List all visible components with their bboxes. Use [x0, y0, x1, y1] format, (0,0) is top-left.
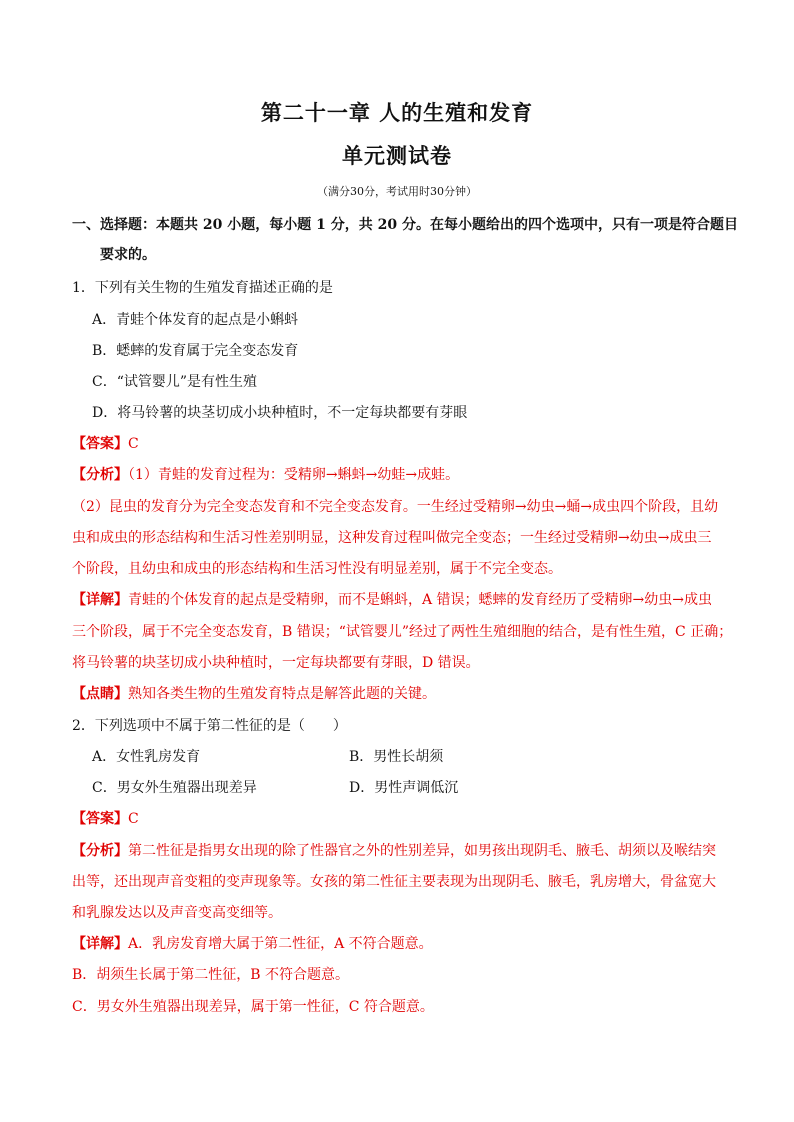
section-heading: 一、选择题：本题共 20 小题，每小题 1 分，共 20 分。在每小题给出的四个选项中，只有一项是符合题目 — [72, 217, 738, 233]
detail-line: 将马铃薯的块茎切成小块种植时，一定每块都要有芽眼，D 错误。 — [72, 655, 480, 671]
question-2-detail — [72, 934, 433, 954]
tip-text: 熟知各类生物的生殖发育特点是解答此题的关键。 — [128, 686, 436, 702]
detail-tag: 【详解】 — [72, 936, 128, 952]
detail-line: 青蛙的个体发育的起点是受精卵，而不是蝌蚪，A 错误；蟋蟀的发育经历了受精卵→幼虫→成虫 — [128, 592, 713, 608]
question-1-detail — [72, 590, 712, 610]
question-2-answer — [72, 809, 139, 829]
detail-tag: 【详解】 — [72, 592, 128, 608]
question-2-stem: 2．下列选项中不属于第二性征的是（ ） — [72, 718, 347, 734]
question-1-option-c: C．“试管婴儿”是有性生殖 — [92, 374, 258, 390]
question-1-tip — [72, 684, 436, 704]
detail-line: C．男女外生殖器出现差异，属于第一性征，C 符合题意。 — [72, 999, 434, 1015]
section-heading-cont: 要求的。 — [100, 247, 156, 263]
page-subtitle: 单元测试卷 — [342, 143, 452, 168]
tip-tag: 【点睛】 — [72, 686, 128, 702]
question-1-option-a: A．青蛙个体发育的起点是小蝌蚪 — [92, 312, 299, 328]
question-1-analysis — [72, 465, 459, 485]
question-1-stem: 1．下列有关生物的生殖发育描述正确的是 — [72, 280, 333, 296]
answer-tag: 【答案】 — [72, 811, 128, 827]
analysis-line: （2）昆虫的发育分为完全变态发育和不完全变态发育。一生经过受精卵→幼虫→蛹→成虫四个阶段，且幼 — [72, 499, 719, 515]
analysis-line: 和乳腺发达以及声音变高变细等。 — [72, 905, 282, 921]
answer-tag: 【答案】 — [72, 436, 128, 452]
analysis-line: 虫和成虫的形态结构和生活习性差别明显，这种发育过程叫做完全变态；一生经过受精卵→幼虫→成虫三 — [72, 530, 712, 546]
page-title: 第二十一章 人的生殖和发育 — [260, 100, 534, 125]
question-1-option-d: D．将马铃薯的块茎切成小块种植时，不一定每块都要有芽眼 — [92, 405, 468, 421]
question-1-answer — [72, 434, 139, 454]
exam-info: （满分30分，考试用时30分钟） — [317, 185, 477, 198]
question-2-option-c: C．男女外生殖器出现差异 — [92, 780, 257, 796]
analysis-line: 个阶段，且幼虫和成虫的形态结构和生活习性没有明显差别，属于不完全变态。 — [72, 561, 562, 577]
question-2-analysis — [72, 841, 716, 861]
question-2-option-b: B．男性长胡须 — [349, 749, 444, 765]
answer-value: C — [128, 811, 139, 827]
answer-value: C — [128, 436, 139, 452]
analysis-tag: 【分析】 — [72, 843, 128, 859]
detail-line: A．乳房发育增大属于第二性征，A 不符合题意。 — [128, 936, 433, 952]
question-2-option-d: D．男性声调低沉 — [349, 780, 459, 796]
detail-line: B．胡须生长属于第二性征，B 不符合题意。 — [72, 967, 350, 983]
question-1-option-b: B．蟋蟀的发育属于完全变态发育 — [92, 343, 299, 359]
analysis-tag: 【分析】 — [72, 467, 128, 483]
analysis-line: 第二性征是指男女出现的除了性器官之外的性别差异，如男孩出现阴毛、腋毛、胡须以及喉结突 — [128, 843, 716, 859]
analysis-line: （1）青蛙的发育过程为：受精卵→蝌蚪→幼蛙→成蛙。 — [128, 467, 460, 483]
detail-line: 三个阶段，属于不完全变态发育，B 错误；“试管婴儿”经过了两性生殖细胞的结合，是有性生殖，C 正确； — [72, 624, 733, 640]
question-2-option-a: A．女性乳房发育 — [92, 749, 201, 765]
analysis-line: 出等，还出现声音变粗的变声现象等。女孩的第二性征主要表现为出现阴毛、腋毛，乳房增大，骨盆宽大 — [72, 874, 716, 890]
